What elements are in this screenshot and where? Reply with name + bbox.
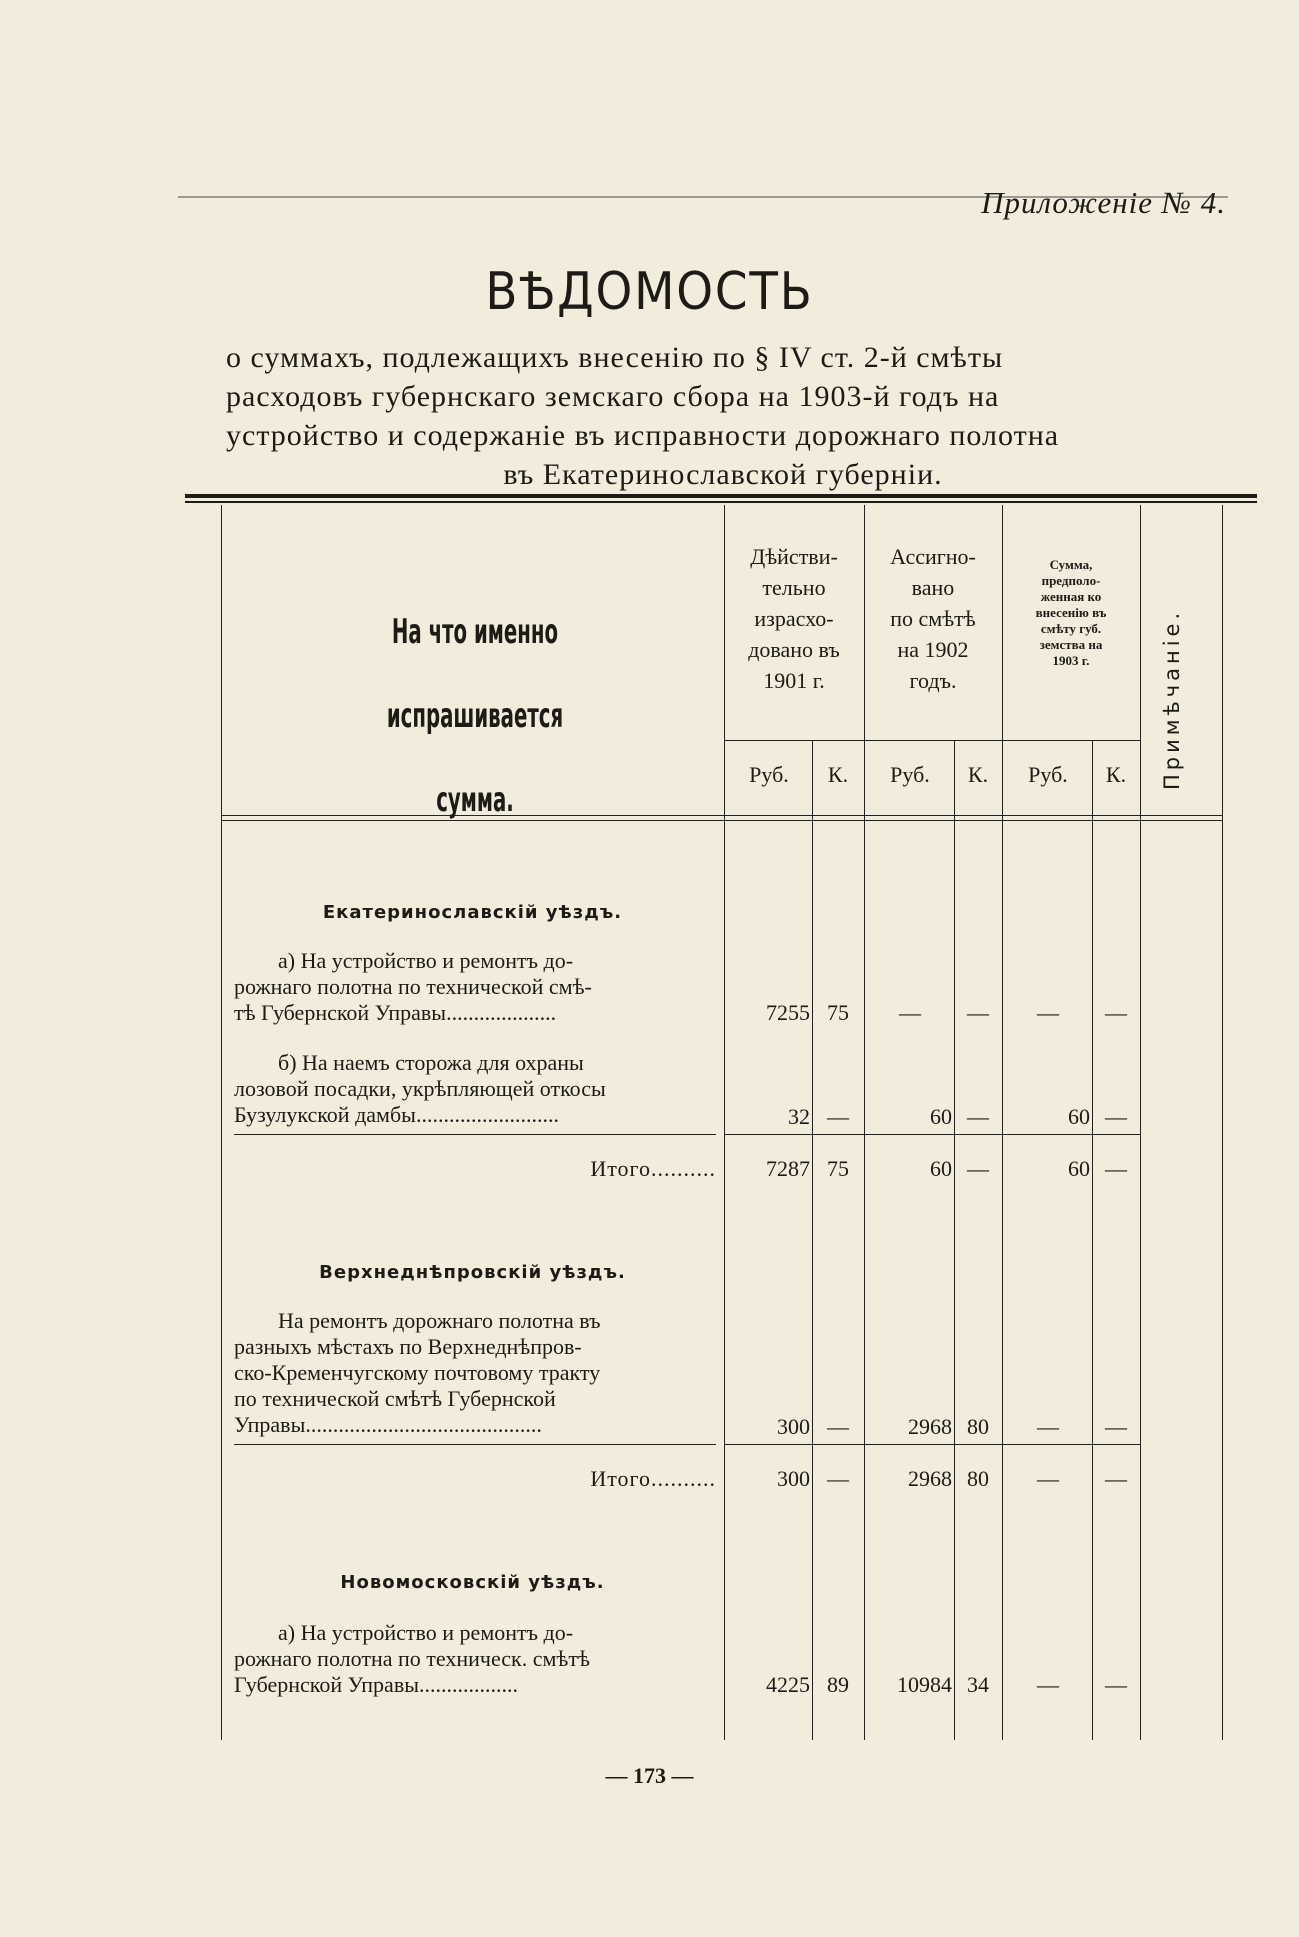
header-line: по смѣтѣ <box>890 606 976 631</box>
value-kop-1902: 34 <box>967 1672 989 1697</box>
unit-rub: Руб. <box>1028 762 1068 787</box>
value-kop-1902: 80 <box>967 1414 989 1439</box>
subtitle-line: о суммахъ, подлежащихъ внесенію по § IV ст. 2-й смѣты <box>226 341 1004 374</box>
item-description <box>234 948 708 1026</box>
value-kop-1902: — <box>967 1000 989 1025</box>
header-line: 1901 г. <box>763 668 825 693</box>
value-rub-1902: 10984 <box>897 1672 952 1697</box>
unit-kop: К. <box>1105 762 1127 787</box>
divider <box>234 1444 716 1445</box>
header-line: женная ко <box>1040 589 1102 604</box>
item-line: а) На устройство и ремонтъ до- <box>278 1620 574 1645</box>
page-number: — 173 — <box>605 1763 694 1788</box>
value-kop-1903: — <box>1105 1000 1127 1025</box>
item-description <box>234 1050 708 1128</box>
header-line: годъ. <box>909 668 957 693</box>
appendix-label: Приложеніе № 4. <box>981 185 1226 220</box>
item-text: Губернской Управы <box>234 1672 419 1697</box>
column-header-description <box>333 590 617 842</box>
value-kop-1903: — <box>1105 1414 1127 1439</box>
value-rub-1902: — <box>899 1000 921 1025</box>
value-rub-1901: 32 <box>788 1104 810 1129</box>
value-rub-1902: 60 <box>930 1104 952 1129</box>
header-line: Дѣйстви- <box>750 544 838 569</box>
divider <box>234 1134 716 1135</box>
total-rub-1901: 7287 <box>766 1156 810 1181</box>
item-line: Бузулукской дамбы.......................... <box>234 1102 559 1127</box>
total-label: Итого.......... <box>590 1466 716 1491</box>
value-rub-1903: — <box>1037 1672 1059 1697</box>
total-kop-1903: — <box>1105 1156 1127 1181</box>
total-rub-1903: — <box>1037 1466 1059 1491</box>
unit-rub: Руб. <box>890 762 930 787</box>
total-kop-1903: — <box>1105 1466 1127 1491</box>
header-line: довано въ <box>748 637 840 662</box>
total-text: Итого <box>590 1156 651 1181</box>
value-rub-1901: 4225 <box>766 1672 810 1697</box>
item-description <box>234 1620 708 1698</box>
item-line: б) На наемъ сторожа для охраны <box>278 1050 584 1075</box>
column-header-proposed-1903 <box>1004 557 1138 669</box>
item-text: Управы <box>234 1412 306 1437</box>
total-kop-1902: — <box>967 1156 989 1181</box>
header-line: вано <box>911 575 955 600</box>
total-rub-1903: 60 <box>1068 1156 1090 1181</box>
district-heading: Новомосковскій уѣздъ. <box>340 1572 605 1593</box>
value-kop-1903: — <box>1105 1672 1127 1697</box>
item-line: рожнаго полотна по техническ. смѣтѣ <box>234 1646 590 1671</box>
header-line: предполо- <box>1041 573 1101 588</box>
item-line: рожнаго полотна по технической смѣ- <box>234 974 592 999</box>
value-rub-1902: 2968 <box>908 1414 952 1439</box>
district-heading: Верхнеднѣпровскій уѣздъ. <box>319 1262 626 1283</box>
header-line: тельно <box>762 575 826 600</box>
total-text: Итого <box>590 1466 651 1491</box>
subtitle-line: расходовъ губернскаго земскаго сбора на 1903-й годъ на <box>226 380 1000 413</box>
header-line: На что именно испрашивается <box>386 612 564 736</box>
item-line: тѣ Губернской Управы.................... <box>234 1000 557 1025</box>
total-rub-1901: 300 <box>777 1466 810 1491</box>
item-line: а) На устройство и ремонтъ до- <box>278 948 574 973</box>
value-kop-1901: — <box>827 1104 849 1129</box>
value-rub-1903: 60 <box>1068 1104 1090 1129</box>
value-rub-1903: — <box>1037 1000 1059 1025</box>
total-kop-1902: 80 <box>967 1466 989 1491</box>
value-rub-1903: — <box>1037 1414 1059 1439</box>
value-kop-1903: — <box>1105 1104 1127 1129</box>
column-header-note: Примѣчаніе. <box>1160 608 1184 790</box>
table-top-rule-thin <box>185 501 1257 503</box>
header-line: сумма. <box>436 780 514 820</box>
document-subtitle <box>226 338 1220 494</box>
item-line: Губернской Управы.................. <box>234 1672 518 1697</box>
header-line: земства на <box>1039 637 1103 652</box>
total-kop-1901: — <box>827 1466 849 1491</box>
unit-kop: К. <box>827 762 849 787</box>
document-title: ВѢДОМОСТЬ <box>485 262 814 322</box>
unit-rub: Руб. <box>749 762 789 787</box>
total-rub-1902: 2968 <box>908 1466 952 1491</box>
district-heading: Екатеринославскій уѣздъ. <box>322 902 623 923</box>
value-kop-1902: — <box>967 1104 989 1129</box>
value-kop-1901: 75 <box>827 1000 849 1025</box>
item-line: разныхъ мѣстахъ по Верхнеднѣпров- <box>234 1334 582 1359</box>
item-line: по технической смѣтѣ Губернской <box>234 1386 556 1411</box>
total-kop-1901: 75 <box>827 1156 849 1181</box>
column-header-assigned-1902 <box>866 541 1000 696</box>
value-kop-1901: 89 <box>827 1672 849 1697</box>
header-line: 1903 г. <box>1052 653 1090 668</box>
item-line: На ремонтъ дорожнаго полотна въ <box>278 1308 601 1333</box>
value-rub-1901: 300 <box>777 1414 810 1439</box>
subtitle-line: въ Екатеринославской губерніи. <box>503 458 943 491</box>
total-rub-1902: 60 <box>930 1156 952 1181</box>
header-line: Ассигно- <box>890 544 976 569</box>
subtitle-line: устройство и содержаніе въ исправности дорожнаго полотна <box>226 419 1060 452</box>
item-text: тѣ Губернской Управы <box>234 1000 447 1025</box>
value-rub-1901: 7255 <box>766 1000 810 1025</box>
table-top-rule <box>185 494 1257 498</box>
value-kop-1901: — <box>827 1414 849 1439</box>
column-header-spent-1901 <box>726 541 862 696</box>
item-line: лозовой посадки, укрѣпляющей откосы <box>234 1076 606 1101</box>
unit-kop: К. <box>967 762 989 787</box>
item-line: Управы........................................... <box>234 1412 542 1437</box>
header-line: израсхо- <box>754 606 834 631</box>
total-label: Итого.......... <box>590 1156 716 1181</box>
item-text: Бузулукской дамбы <box>234 1102 416 1127</box>
item-description <box>234 1308 708 1438</box>
header-line: на 1902 <box>897 637 969 662</box>
header-line: смѣту губ. <box>1040 621 1102 636</box>
header-line: внесенію въ <box>1035 605 1107 620</box>
header-line: Сумма, <box>1049 557 1093 572</box>
item-line: ско-Кременчугскому почтовому тракту <box>234 1360 601 1385</box>
